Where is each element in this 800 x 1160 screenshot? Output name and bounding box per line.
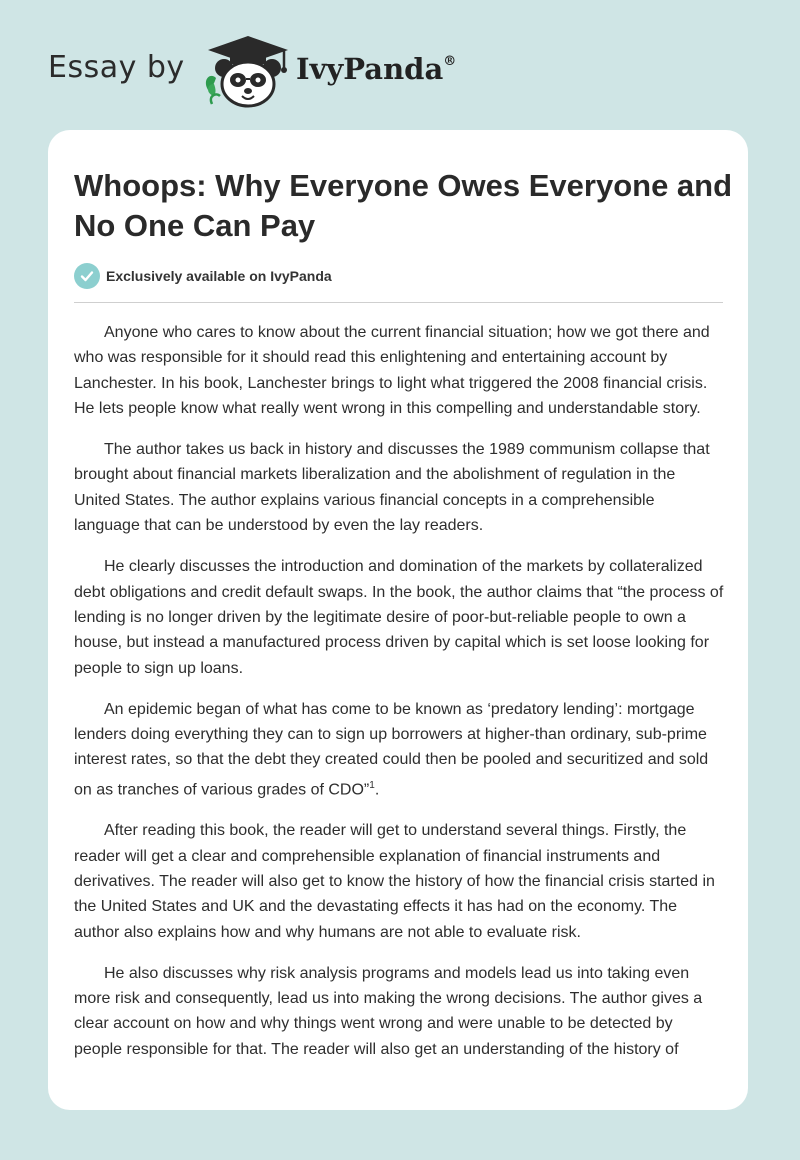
- paragraph: Anyone who cares to know about the current financial situation; how we got there and who was responsible for it should read this enlightening and entertaining account by Lanchester. In his book, Lanchester brings to light what triggered the 2008 financial crisis. He lets people know what really went wrong in this compelling and understandable story.: [74, 324, 710, 417]
- essay-by-label: Essay by: [48, 50, 185, 85]
- exclusive-badge: [74, 262, 332, 290]
- footnote-link[interactable]: 1: [369, 779, 375, 791]
- panda-graduate-logo-icon[interactable]: [200, 34, 296, 110]
- essay-title: Whoops: Why Everyone Owes Everyone and No One Can Pay: [74, 168, 733, 243]
- site-header: [0, 0, 800, 120]
- brand-text: IvyPanda: [296, 52, 444, 86]
- registered-mark: ®: [443, 54, 457, 69]
- divider: [74, 302, 723, 303]
- essay-card: [48, 130, 748, 1110]
- paragraph: He clearly discusses the introduction and domination of the markets by collateralized debt obligations and credit default swaps. In the book, the author claims that “the process of lending is no longer driven by the legitimate desire of poor-but-reliable people to own a house, but instead a manufactured process driven by capital which is set loose looking for people to sign up loans.: [74, 558, 724, 677]
- paragraph-text: An epidemic began of what has come to be known as ‘predatory lending’: mortgage lenders doing everything they can to sign up borrowers at higher-than ordinary, sub-prime interest rates, so that the debt they created could then be pooled and securitized and sold on as tranches of various grades of CDO”: [74, 700, 709, 799]
- paragraph: [74, 697, 724, 803]
- paragraph: The author takes us back in history and discusses the 1989 communism collapse that brought about financial markets liberalization and the abolishment of regulation in the United States. The author explains various financial concepts in a comprehensible language that can be understood by even the lay readers.: [74, 441, 710, 535]
- badge-label: Exclusively available on IvyPanda: [106, 268, 332, 284]
- check-circle-icon: [74, 263, 100, 289]
- paragraph: He also discusses why risk analysis programs and models lead us into taking even more risk and consequently, lead us into making the wrong decisions. The author gives a clear account on how and why things went wrong and were unable to be detected by people responsible for that. The reader will also get an understanding of the history of: [74, 964, 703, 1058]
- essay-body: [74, 320, 724, 1078]
- brand-name[interactable]: [296, 52, 456, 86]
- paragraph-tail: .: [374, 781, 380, 799]
- paragraph: After reading this book, the reader will get to understand several things. Firstly, the reader will get a clear and comprehensible explanation of financial instruments and derivatives. The reader will also get to know the history of how the financial crisis started in the United States and UK and the devastating effects it has had on the economy. The author also explains how and why humans are not able to evaluate risk.: [74, 822, 715, 941]
